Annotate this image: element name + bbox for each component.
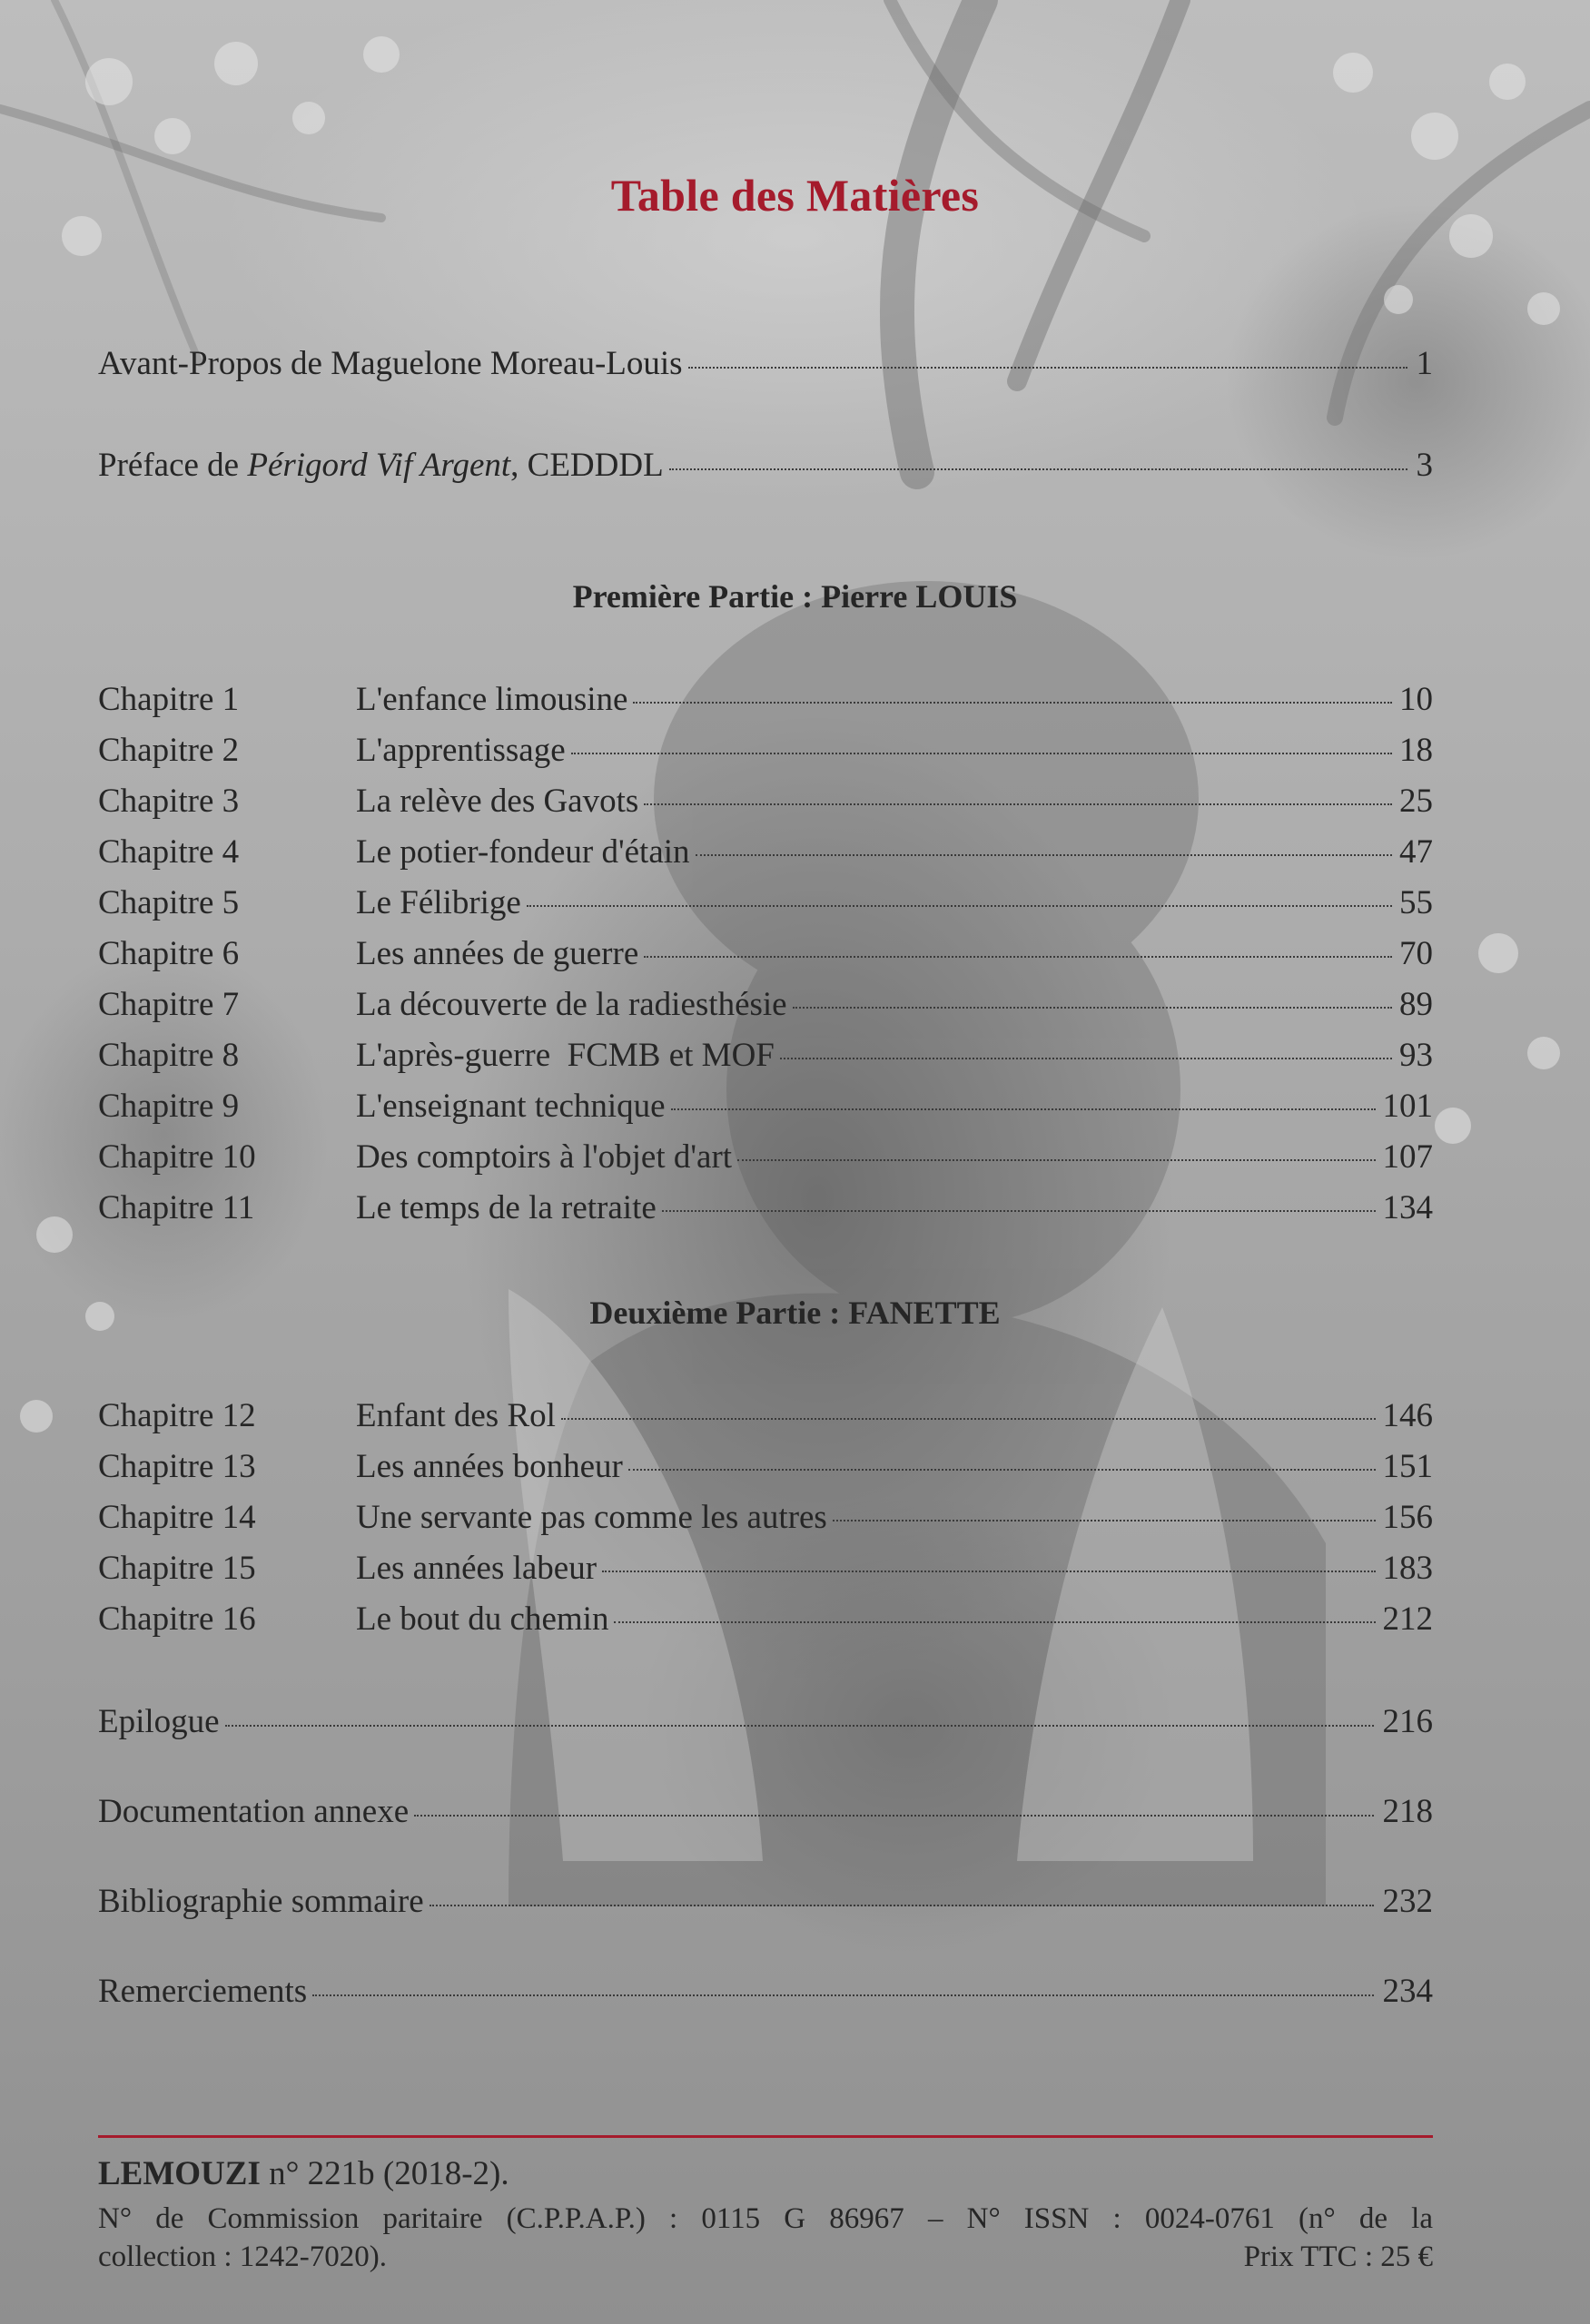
chapter-title: Le temps de la retraite [356, 1189, 657, 1226]
dot-leader [561, 1418, 1376, 1420]
chapter-row [98, 1132, 1433, 1183]
chapter-number: Chapitre 4 [98, 833, 240, 871]
entry-page: 3 [1416, 447, 1433, 484]
entry-label: Documentation annexe [98, 1793, 410, 1830]
dot-leader [696, 854, 1392, 856]
chapter-number: Chapitre 10 [98, 1138, 256, 1176]
chapter-row [98, 1543, 1433, 1594]
page-title: Table des Matières [610, 170, 980, 221]
chapter-number: Chapitre 15 [98, 1550, 256, 1587]
dot-leader [737, 1159, 1375, 1161]
chapter-page: 47 [1399, 833, 1433, 871]
dot-leader [644, 956, 1392, 958]
dot-leader [833, 1520, 1376, 1521]
chapter-page: 146 [1382, 1397, 1433, 1434]
dot-leader [633, 702, 1392, 704]
chapter-number: Chapitre 8 [98, 1037, 240, 1074]
entry-label: Remerciements [98, 1973, 308, 2010]
chapter-title: La relève des Gavots [356, 783, 639, 820]
chapter-row [98, 929, 1433, 980]
chapter-row [98, 675, 1433, 725]
journal-issue [98, 2152, 509, 2197]
chapter-number: Chapitre 6 [98, 935, 240, 972]
chapter-title: Les années bonheur [356, 1448, 623, 1485]
chapter-page: 93 [1399, 1037, 1433, 1074]
dot-leader [312, 1994, 1373, 1996]
dot-leader [671, 1108, 1376, 1110]
entry-page: 234 [1382, 1973, 1433, 2010]
chapter-row [98, 1442, 1433, 1492]
chapter-number: Chapitre 12 [98, 1397, 256, 1434]
chapter-number: Chapitre 13 [98, 1448, 256, 1485]
dot-leader [602, 1571, 1375, 1572]
chapter-row [98, 1594, 1433, 1645]
chapter-row [98, 980, 1433, 1030]
chapter-number: Chapitre 16 [98, 1600, 256, 1638]
dot-leader [688, 367, 1407, 369]
chapter-row [98, 1081, 1433, 1132]
chapter-number: Chapitre 1 [98, 681, 240, 718]
chapter-page: 183 [1382, 1550, 1433, 1587]
toc-entry-bibliographie [98, 1879, 1433, 1925]
dot-leader [430, 1905, 1374, 1906]
chapter-number: Chapitre 3 [98, 783, 240, 820]
chapter-row [98, 878, 1433, 929]
entry-page: 1 [1416, 345, 1433, 382]
chapter-title: L'enfance limousine [356, 681, 628, 718]
chapter-title: Les années de guerre [356, 935, 639, 972]
price: Prix TTC : 25 € [1243, 2240, 1433, 2273]
dot-leader [780, 1058, 1392, 1059]
dot-leader [669, 468, 1407, 470]
issue-number: n° 221b (2018-2). [260, 2155, 509, 2192]
chapter-title: Une servante pas comme les autres [356, 1499, 827, 1536]
part-two-heading: Deuxième Partie : FANETTE [589, 1295, 1001, 1331]
toc-entry-documentation [98, 1789, 1433, 1835]
chapter-row [98, 1391, 1433, 1442]
chapter-page: 10 [1399, 681, 1433, 718]
journal-name: LEMOUZI [98, 2155, 261, 2192]
chapter-title: L'enseignant technique [356, 1088, 666, 1125]
chapter-title: L'après-guerre FCMB et MOF [356, 1037, 775, 1074]
chapter-page: 18 [1399, 732, 1433, 769]
chapter-number: Chapitre 14 [98, 1499, 256, 1536]
chapter-number: Chapitre 9 [98, 1088, 240, 1125]
toc-entry-preface [98, 443, 1433, 488]
chapter-row [98, 725, 1433, 776]
dot-leader [793, 1007, 1392, 1009]
entry-page: 218 [1382, 1793, 1433, 1830]
dot-leader [628, 1469, 1376, 1471]
chapter-page: 156 [1382, 1499, 1433, 1536]
publication-info-continued [98, 2239, 1433, 2275]
chapter-page: 151 [1382, 1448, 1433, 1485]
collection-number: collection : 1242-7020). [98, 2240, 388, 2273]
dot-leader [527, 905, 1392, 907]
chapter-title: Le potier-fondeur d'étain [356, 833, 690, 871]
entry-page: 232 [1382, 1883, 1433, 1920]
toc-entry-avant-propos [98, 341, 1433, 387]
dot-leader [225, 1725, 1374, 1727]
chapter-title: L'apprentissage [356, 732, 566, 769]
chapter-title: Des comptoirs à l'objet d'art [356, 1138, 733, 1176]
entry-label: Epilogue [98, 1703, 220, 1740]
chapter-row [98, 1030, 1433, 1081]
chapter-row [98, 1492, 1433, 1543]
dot-leader [414, 1815, 1373, 1817]
chapter-page: 70 [1399, 935, 1433, 972]
chapter-title: Le Félibrige [356, 884, 521, 921]
chapter-title: Les années labeur [356, 1550, 597, 1587]
chapter-number: Chapitre 7 [98, 986, 240, 1023]
toc-entry-remerciements [98, 1969, 1433, 2014]
dot-leader [571, 753, 1392, 754]
dot-leader [614, 1621, 1375, 1623]
chapter-page: 107 [1382, 1138, 1433, 1176]
chapter-page: 55 [1399, 884, 1433, 921]
toc-entry-epilogue [98, 1699, 1433, 1745]
chapter-row [98, 827, 1433, 878]
dot-leader [644, 803, 1392, 805]
chapter-page: 212 [1382, 1600, 1433, 1638]
dot-leader [662, 1210, 1376, 1212]
entry-label: Bibliographie sommaire [98, 1883, 424, 1920]
chapter-title: Enfant des Rol [356, 1397, 556, 1434]
chapter-row [98, 1183, 1433, 1234]
part-one-heading: Première Partie : Pierre LOUIS [572, 578, 1018, 615]
chapter-page: 89 [1399, 986, 1433, 1023]
chapter-title: La découverte de la radiesthésie [356, 986, 787, 1023]
entry-label: Préface de Périgord Vif Argent, CEDDDL [98, 447, 664, 484]
chapter-page: 134 [1382, 1189, 1433, 1226]
publication-info: N° de Commission paritaire (C.P.P.A.P.) : 0115 G 86967 – N° ISSN : 0024-0761 (n° de la [98, 2202, 1433, 2235]
chapter-title: Le bout du chemin [356, 1600, 609, 1638]
entry-page: 216 [1382, 1703, 1433, 1740]
chapter-number: Chapitre 2 [98, 732, 240, 769]
chapter-number: Chapitre 5 [98, 884, 240, 921]
chapter-page: 25 [1399, 783, 1433, 820]
chapter-row [98, 776, 1433, 827]
entry-label: Avant-Propos de Maguelone Moreau-Louis [98, 345, 683, 382]
chapter-page: 101 [1382, 1088, 1433, 1125]
footer-divider [98, 2135, 1433, 2138]
chapter-number: Chapitre 11 [98, 1189, 255, 1226]
